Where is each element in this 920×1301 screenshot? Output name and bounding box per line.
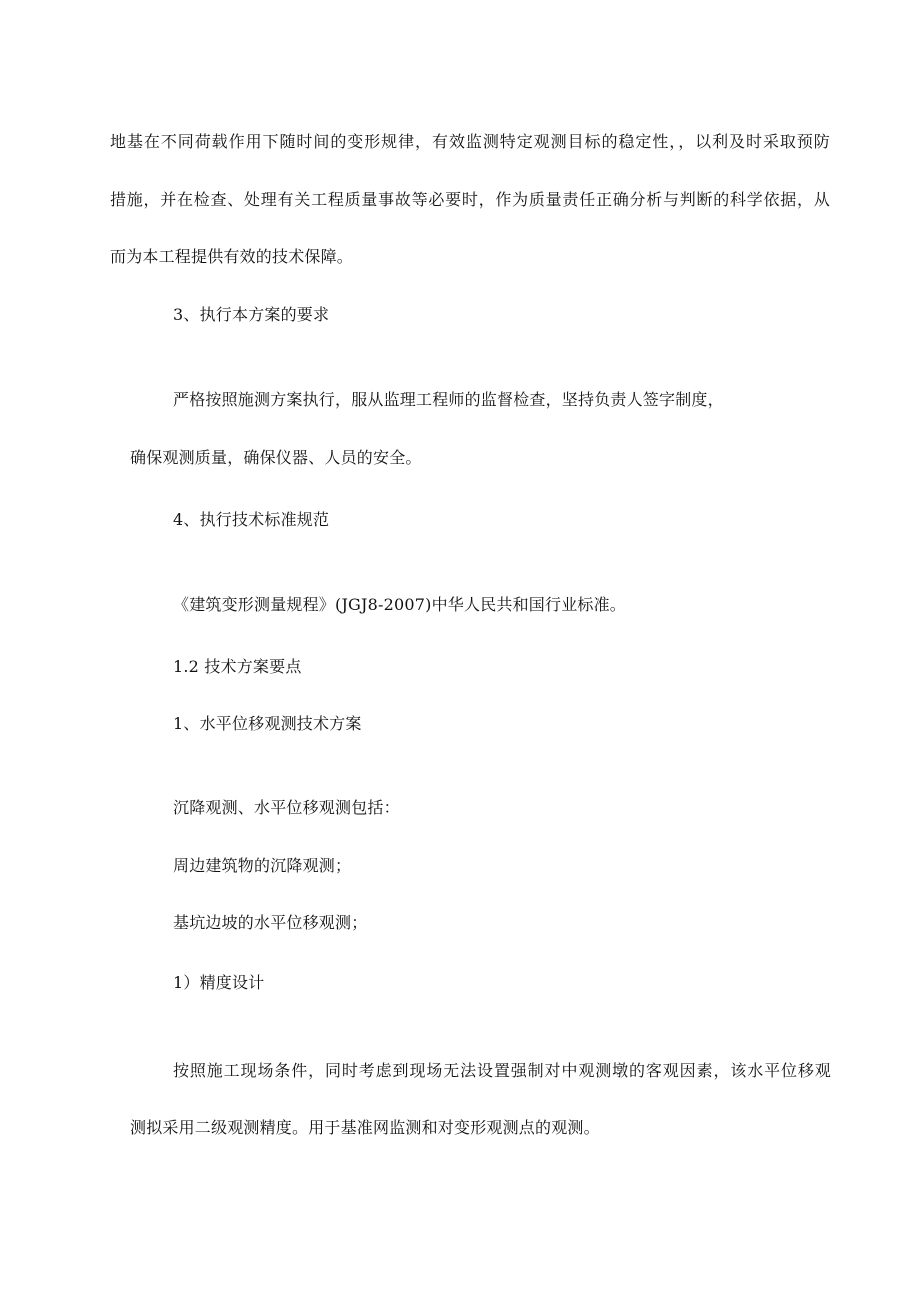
section-4-standard: 《建筑变形测量规程》(JGJ8-2007)中华人民共和国行业标准。: [173, 595, 626, 614]
list-item-3: 基坑边坡的水平位移观测；: [173, 913, 368, 932]
intro-line-2: 措施，并在检查、处理有关工程质量事故等必要时，作为质量责任正确分析与判断的科学依据，从: [110, 190, 830, 209]
subsection-1-heading: 1、水平位移观测技术方案: [173, 714, 362, 733]
list-item-1: 沉降观测、水平位移观测包括：: [173, 798, 400, 817]
precision-line-1: 按照施工现场条件，同时考虑到现场无法设置强制对中观测墩的客观因素，该水平位移观: [173, 1061, 831, 1080]
section-1-2-heading: 1.2 技术方案要点: [173, 657, 302, 676]
section-3-heading: 3、执行本方案的要求: [173, 305, 330, 324]
precision-line-2: 测拟采用二级观测精度。用于基准网监测和对变形观测点的观测。: [130, 1118, 600, 1137]
section-4-heading: 4、执行技术标准规范: [173, 510, 330, 529]
section-3-line-1: 严格按照施测方案执行，服从监理工程师的监督检查，坚持负责人签字制度，: [173, 390, 724, 409]
intro-line-1: 地基在不同荷载作用下随时间的变形规律，有效监测特定观测目标的稳定性，，以利及时采取预防: [110, 132, 830, 151]
section-3-line-2: 确保观测质量，确保仪器、人员的安全。: [130, 448, 422, 467]
intro-line-3: 而为本工程提供有效的技术保障。: [110, 247, 354, 266]
precision-heading: 1）精度设计: [173, 973, 265, 992]
list-item-2: 周边建筑物的沉降观测；: [173, 856, 352, 875]
